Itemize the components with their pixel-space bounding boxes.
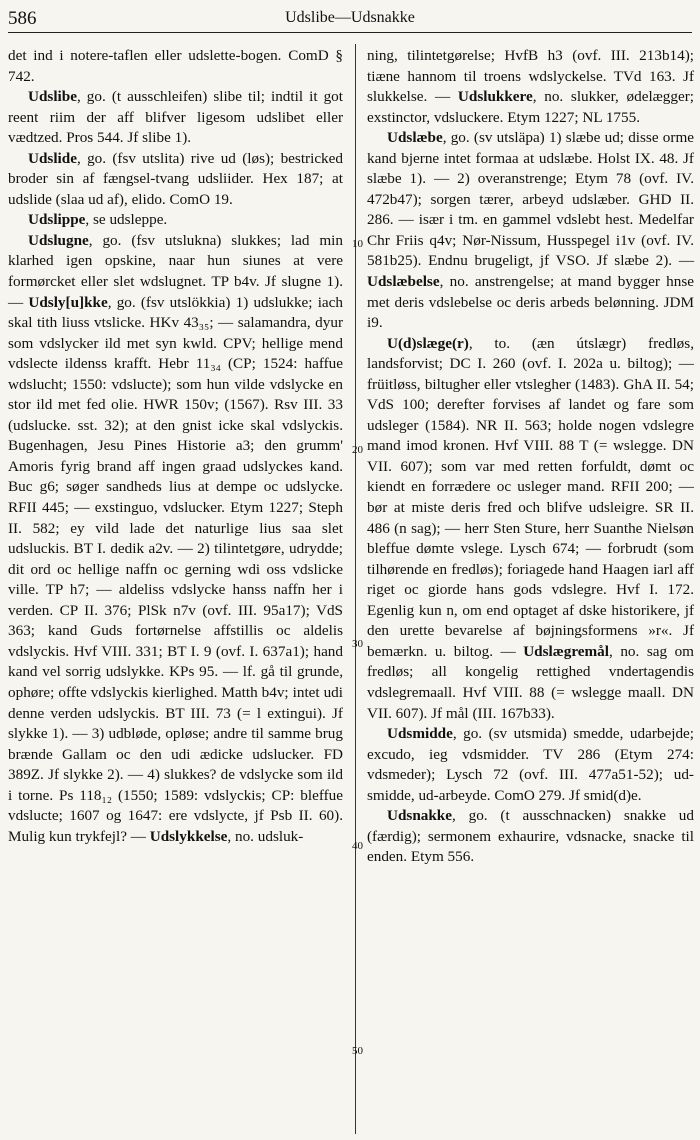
headword: Udslide [28,149,77,167]
entry-text: , no. anstrengelse; at mand bygger hnse met deris vdslebelse oc deris arbeds belønning. JDM i9. [367,273,694,332]
entry-text: , no. udsluk- [227,827,304,845]
line-number-10: 10 [352,238,363,250]
left-column [8,46,343,847]
line-number-20: 20 [352,444,363,456]
entry-text: , se udsleppe. [85,211,168,229]
entry-udslippe [8,210,343,231]
headword: Udslukkere [457,88,533,106]
entry-udslide [8,149,343,211]
entry-udsmidde [367,724,694,806]
page-number: 586 [8,8,37,29]
entry-text: , go. (sv utsmida) smedde, udarbejde; excudo, ieg vdsmidder. TV 286 (Etym 274: vdsmeder); Lysch 72 (ovf. III. 477a51-52); ud-smidde, ud-arbeyde. ComO 279. Jf smid(d)e. [367,725,694,804]
entry-udslibe [8,87,343,149]
running-title: Udslibe—Udsnakke [285,9,415,26]
entry-text: , go. (t ausschnacken) snakke ud (færdig); sermonem exhaurire, vdsnacke, snacke til enden. Etym 556. [367,807,694,866]
right-column [367,46,694,868]
entry-text: , go. (fsv utslökkia) 1) udslukke; iach skal tith liuss vtslicke. HKv 43₃₅; — salamandra, dyur som vdslycker ild met syn kwld. CPV; hellige mend vdslecte ildenss krafft. Hebr 11₃₄ (CP; 1524: haffue wdslucht; 1550: vdslucte); som hun vilde vdslycke en stor ild met fed olie. HWR 150v; (1567). Rsv III. 33 (udslucke. sst. 32); at den gnist icke skal vdslyckis. Bugenhagen, Jesu Pines Historie a3; den grumm' Amoris fyrig brand aff ingen graad udslyckes kand. Buc g6; søger sandheds lius at dempe oc udslycke. RFII 445; — exstinguo, vdslucker. Etym 1227; Steph II. 582; ey vild lade det naturlige lius saa slet udsluckis. BT I. dedik a2v. — 2) tilintetgøre, udrydde; dit ord oc hellige naffn oc gerning wdi oss vdslicke ville. TP h7; — aldeliss vdslycke hanss naffn her i verden. CP II. 376; PlSk n7v (ovf. III. 95a17); VdS 363; kand Guds fortørnelse affstillis oc aldelis vdslyckis. Hvf VIII. 331; BT I. 9 (ovf. I. 637a1); hand kand vel sorrig udslykke. KPs 95. — lf. gå til grunde, ophøre; offte vdslyckis kierlighed. Matth b4v; intet udi denne verden udslyckis. BT III. 73 (= l extingui). Jf slykke 1). — 3) udbløde, opløse; andre til samme brug brænde Gallam oc den udi ædicke udslucker. FD 389Z. Jf slykke 2). — 4) slukkes? de vdslycke som ild i torne. Ps 118₁₂ (1550; 1589: vdslyckis; CP: bleffue vdslucte; 1607 og 1647: ere vdslycte, jf Psb II. 60). Mulig kun trykfejl? — [8,293,343,845]
entry-continuation [367,46,694,128]
column-divider [355,44,356,1134]
entry-text: , go. (sv utsläpa) 1) slæbe ud; disse orme kand bjerne intet formaa at udslæbe. Holst IX. 48. Jf slæbe 1). — 2) overanstrenge; Etym 78 (ovf. IV. 472b47); sorgen tærer, arbeyd udslæber. GHD II. 286. — især i tm. en gammel vdslebt hest. Medelfar Chr Friis q4v; Nør-Nissum, Husspegel i1v (ovf. IV. 581b25). Endnu brugeligt, jf VSO. Jf slæbe 2). — [367,129,694,270]
entry-text: , go. (fsv utslita) rive ud (løs); bestricked broder sin af fængsel-tvang udsliider. Hex 187; at udslide (slaa ud af), elido. ComO 19. [8,149,343,208]
headword: U(d)slæge(r) [387,334,469,352]
headword: Udslykkelse [149,827,228,845]
entry-udslaeger [367,334,694,724]
headword: Udsly[u]kke [28,293,108,311]
line-number-30: 30 [352,638,363,650]
entry-text: , to. (æn útslægr) fredløs, landsforvist; DC I. 260 (ovf. I. 202a u. biltog); — früitløss, biltugher eller vtslegher (1483). GhA II. 54; VdS 100; derefter forvises af landet og fare som udsleger (1584). NR II. 563; holde nogen vdslegre mand imod kronen. Hvf VIII. 88 T (= wslegge. DN VII. 607); som var med retten forfuldt, dømt oc kiendt en forrædere oc usleger mand. RFII 200; — bør at miste deris fred och blifve udsleigre. SR II. 486 (n sag); — herr Sten Sture, herr Suanthe Nielsøn bleffue dømte vslege. Lysch 674; — forbrudt (som tilhørende en fredløs); foriagede hand Haagen iarl aff riget oc giorde hans gods vdslegre. Hvf I. 172. Egenlig kun n, om end optaget af dske historikere, jf den urette bevarelse af bøjningsformens »r«. Jf bemærkn. u. biltog. — [367,334,694,660]
headword: Udsnakke [387,807,452,825]
headword: Udsmidde [387,725,453,743]
entry-text: ning, tilintetgørelse; HvfB h3 (ovf. III. 213b14); tiæne hannom til troens wdslyckelse. TVd 163. Jf slukkelse. — [367,47,694,106]
headword: Udslæbelse [367,273,440,291]
headword: Udslæbe [387,129,443,147]
page-header [8,6,692,33]
headword: Udslibe [28,88,77,106]
headword: Udslægremål [523,642,609,660]
line-number-50: 50 [352,1045,363,1057]
entry-udslaebe [367,128,694,333]
entry-text: , no. slukker, ødelægger; exstinctor, vdsluckere. Etym 1227; NL 1755. [367,88,694,126]
headword: Udslippe [28,211,86,229]
entry-text: , go. (fsv utslukna) slukkes; lad min klarhed igen opskine, naar hun siunes at vere formørcket eller slet wdslugnet. TP b4v. Jf slugne 1). — [8,231,343,311]
entry-text: , go. (t ausschleifen) slibe til; indtil it got reent riim der aff blifver ligesom udslibet eller vædtzed. Pros 544. Jf slibe 1). [8,88,343,147]
entry-udsnakke [367,806,694,868]
line-number-40: 40 [352,840,363,852]
entry-continuation: det ind i notere-taflen eller udslette-bogen. ComD § 742. [8,47,343,85]
headword: Udslugne [28,231,89,249]
entry-text: , no. sag om fredløs; all kongelig rettighed vndertagendis vdslegremaall. Hvf VIII. 88 (= wslegge maall. DN VII. 607). Jf mål (III. 167b33). [367,642,694,722]
entry-udslugne [8,231,343,847]
